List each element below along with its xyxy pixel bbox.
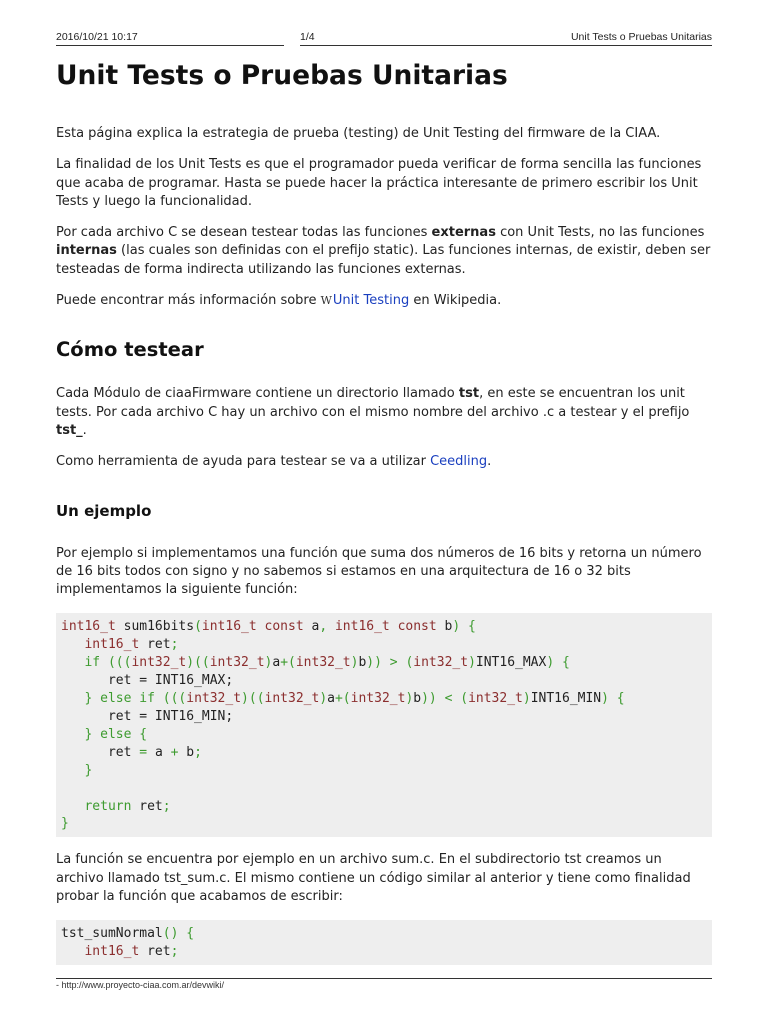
bold-tst: tst <box>458 386 480 402</box>
header-divider-right <box>300 45 712 46</box>
page-title: Unit Tests o Pruebas Unitarias <box>56 60 508 91</box>
footer-divider <box>56 978 712 979</box>
section1-paragraph-2: Como herramienta de ayuda para testear se va a utilizar Ceedling. <box>56 454 492 470</box>
section2-paragraph-1: Por ejemplo si implementamos una función que suma dos números de 16 bits y retorna un número de 16 bits todos con signo y no sabemos si estamos en una arquitectura de 16 o 32 bits implementamos la siguiente función: <box>56 545 702 598</box>
section1-paragraph-1: Cada Módulo de ciaaFirmware contiene un directorio llamado tst, en este se encuentran los unit tests. Por cada archivo C hay un archivo con el mismo nombre del archivo .c a testear y el prefijo tst_. <box>56 386 690 438</box>
intro-paragraph-4: Puede encontrar más información sobre WUnit Testing en Wikipedia. <box>56 293 502 309</box>
header-title: Unit Tests o Pruebas Unitarias <box>570 31 712 43</box>
bold-internas: internas <box>56 243 117 259</box>
bold-tst-prefix: tst_ <box>56 422 83 438</box>
intro-paragraph-2: La finalidad de los Unit Tests es que el programador pueda verificar de forma sencilla las funciones que acaba de programar. Hasta se puede hacer la práctica interesante de primero escribir los Unit Tests y luego la funcionalidad. <box>56 157 702 209</box>
wikipedia-icon: W <box>320 294 332 308</box>
header-page-number: 1/4 <box>300 31 315 43</box>
bold-externas: externas <box>431 225 496 241</box>
intro-paragraph-3: Por cada archivo C se desean testear todas las funciones externas con Unit Tests, no las funciones internas (las cuales son definidas con el prefijo static). Las funciones internas, de existir, deben ser testeadas de forma indirecta utilizando las funciones externas. <box>56 225 711 277</box>
footer-url: - http://www.proyecto-ciaa.com.ar/devwiki/ <box>56 980 225 990</box>
section-heading-como-testear: Cómo testear <box>56 338 204 362</box>
section2-paragraph-2: La función se encuentra por ejemplo en un archivo sum.c. En el subdirectorio tst creamos un archivo llamado tst_sum.c. El mismo contiene un código similar al anterior y tiene como finalidad probar la función que acabamos de escribir: <box>56 852 691 904</box>
unit-testing-link[interactable]: Unit Testing <box>332 293 410 309</box>
section-heading-un-ejemplo: Un ejemplo <box>56 501 152 520</box>
ceedling-link[interactable]: Ceedling <box>430 454 488 470</box>
code-block-tst-sumnormal: tst_sumNormal() { int16_t ret; <box>56 920 712 965</box>
header-divider-left <box>56 45 284 46</box>
page-content <box>56 54 712 965</box>
code-block-sum16bits: int16_t sum16bits(int16_t const a, int16_t const b) { int16_t ret; if (((int32_t)((int32_t)a+(int32_t)b)) > (int32_t)INT16_MAX) { ret = INT16_MAX; } else if (((int32_t)((int32_t)a+(int32_t)b)) < (int32_t)INT16_MIN) { ret = INT16_MIN; } else { ret = a + b; } return ret; } <box>56 613 712 837</box>
header-date: 2016/10/21 10:17 <box>56 31 138 43</box>
intro-paragraph-1: Esta página explica la estrategia de prueba (testing) de Unit Testing del firmware de la CIAA. <box>56 126 661 141</box>
page-header <box>56 31 712 45</box>
